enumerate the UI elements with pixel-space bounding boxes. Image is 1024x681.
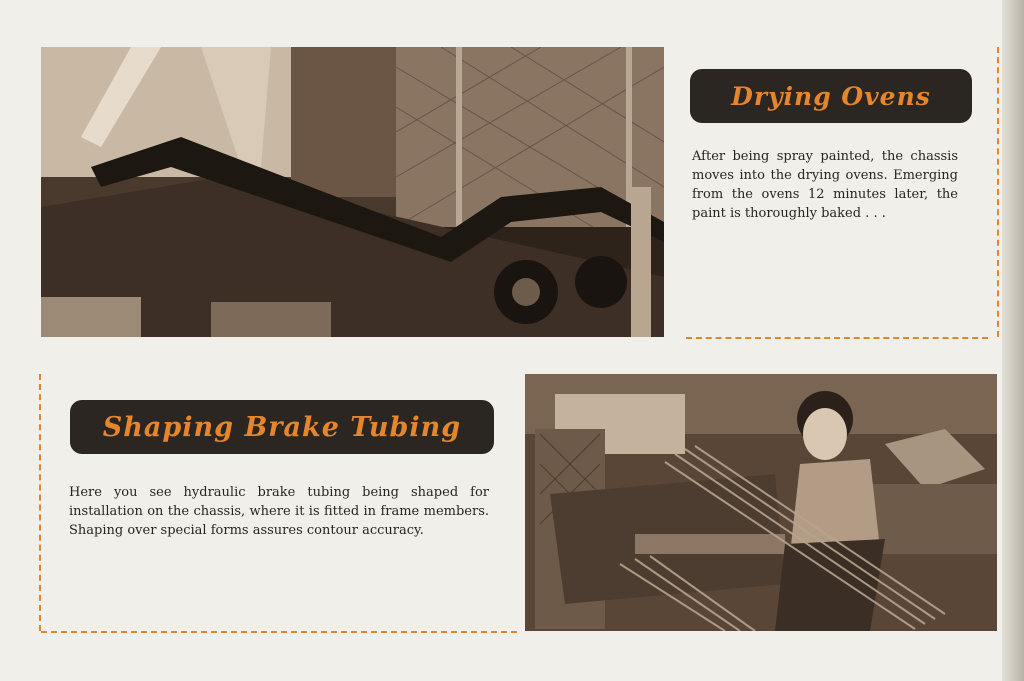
dashed-border-bottom-section: [41, 631, 517, 633]
drying-ovens-title: Drying Ovens: [690, 69, 972, 123]
brake-tubing-title: Shaping Brake Tubing: [70, 400, 494, 454]
chassis-drying-oven-photo: [41, 47, 664, 337]
drying-ovens-caption: After being spray painted, the chassis moves into the drying ovens. Emerging from the ovens 12 minutes later, the paint is thoroughly baked . . .: [692, 149, 958, 221]
page-spine: [1002, 0, 1024, 681]
dashed-border-right: [997, 47, 999, 337]
dashed-border-top-section: [686, 337, 988, 339]
brake-tubing-worker-photo: [525, 374, 997, 631]
dashed-border-left: [39, 374, 41, 631]
brake-tubing-caption: Here you see hydraulic brake tubing being shaped for installation on the chassis, where it is fitted in frame members. Shaping over special forms assures contour accuracy.: [69, 485, 489, 538]
